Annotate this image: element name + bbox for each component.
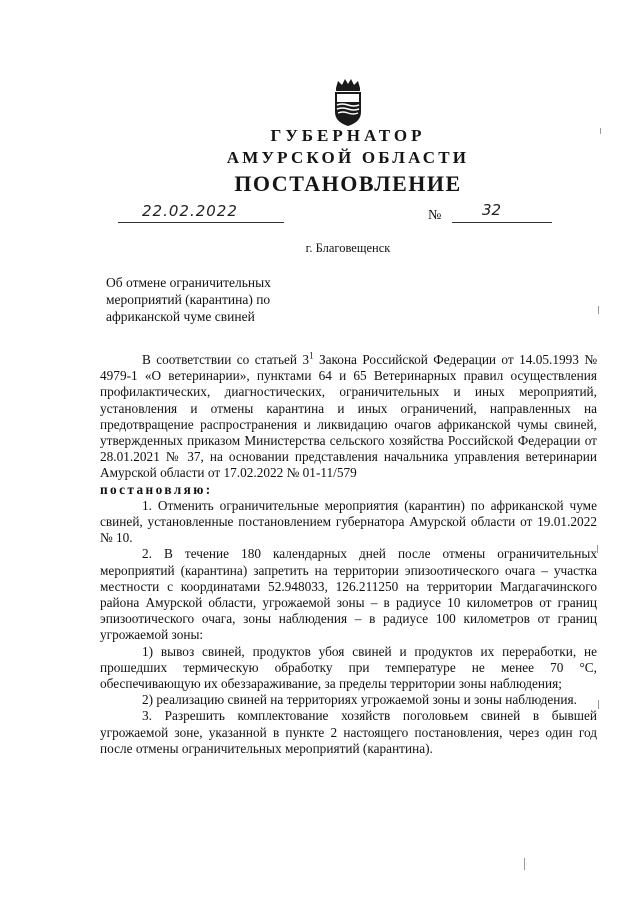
preamble-paragraph bbox=[100, 352, 597, 482]
document-date: 22.02.2022 bbox=[142, 202, 238, 220]
scan-mark bbox=[598, 700, 599, 709]
preamble-text-rest: Закона Российской Федерации от 14.05.1993 № 4979-1 «О ветеринарии», пунктами 64 и 65 Ветеринарных правил осуществления профилактических, диагностических, ограничительных и иных мероприятий, установления и отмены карантина и иных ограничений, направленных на предотвращение распространения и ликвидацию очагов африканской чумы свиней, утвержденных приказом Министерства сельского хозяйства Российской Федерации от 28.01.2021 № 37, на основании представления начальника управления ветеринарии Амурской области от 17.02.2022 № 01-11/579 bbox=[100, 352, 598, 481]
preamble-text-start: В соответствии со статьей 3 bbox=[142, 352, 310, 367]
document-body bbox=[100, 352, 597, 757]
scan-mark bbox=[597, 545, 598, 553]
article-superscript: 1 bbox=[309, 350, 314, 361]
scan-mark bbox=[524, 858, 525, 870]
document-number: 32 bbox=[482, 201, 502, 219]
date-underline bbox=[118, 222, 284, 223]
header-region: АМУРСКОЙ ОБЛАСТИ bbox=[226, 148, 470, 167]
scan-mark bbox=[600, 128, 601, 134]
number-label: № bbox=[428, 208, 442, 223]
paragraph-2: 2. В течение 180 календарных дней после отмены ограничительных мероприятий (карантина) запретить на территории эпизоотического очага – участка местности с координатами 52.948033, 126.211250 на территории Магдагачинского района Амурской области, угрожаемой зоны – в радиусе 10 километров от границ эпизоотического очага, зоны наблюдения – в радиусе 100 километров от границ угрожаемой зоны: bbox=[100, 546, 597, 643]
decree-word: постановляю: bbox=[100, 481, 213, 497]
header-decree-title: ПОСТАНОВЛЕНИЕ bbox=[234, 171, 462, 196]
header-governor: ГУБЕРНАТОР bbox=[270, 126, 426, 145]
paragraph-2-item-1: 1) вывоз свиней, продуктов убоя свиней и продуктов их переработки, не прошедших термическую обработку при температуре не менее 70 °С, обеспечивающую их обеззараживание, за пределы территории зоны наблюдения; bbox=[100, 643, 597, 692]
paragraph-1: 1. Отменить ограничительные мероприятия (карантин) по африканской чуме свиней, установленные постановлением губернатора Амурской области от 19.01.2022 № 10. bbox=[100, 497, 597, 546]
scan-mark bbox=[598, 306, 599, 314]
paragraph-3: 3. Разрешить комплектование хозяйств поголовьем свиней в бывшей угрожаемой зоне, указанной в пункте 2 настоящего постановления, через один год после отмены ограничительных мероприятий (карантина). bbox=[100, 708, 597, 756]
city-line: г. Благовещенск bbox=[305, 241, 391, 255]
paragraph-2-item-2: 2) реализацию свиней на территориях угрожаемой зоны и зоны наблюдения. bbox=[142, 692, 577, 708]
coat-of-arms-emblem bbox=[328, 78, 368, 128]
number-underline bbox=[452, 222, 552, 223]
document-subject: Об отмене ограничительных мероприятий (карантина) по африканской чуме свиней bbox=[106, 275, 271, 324]
